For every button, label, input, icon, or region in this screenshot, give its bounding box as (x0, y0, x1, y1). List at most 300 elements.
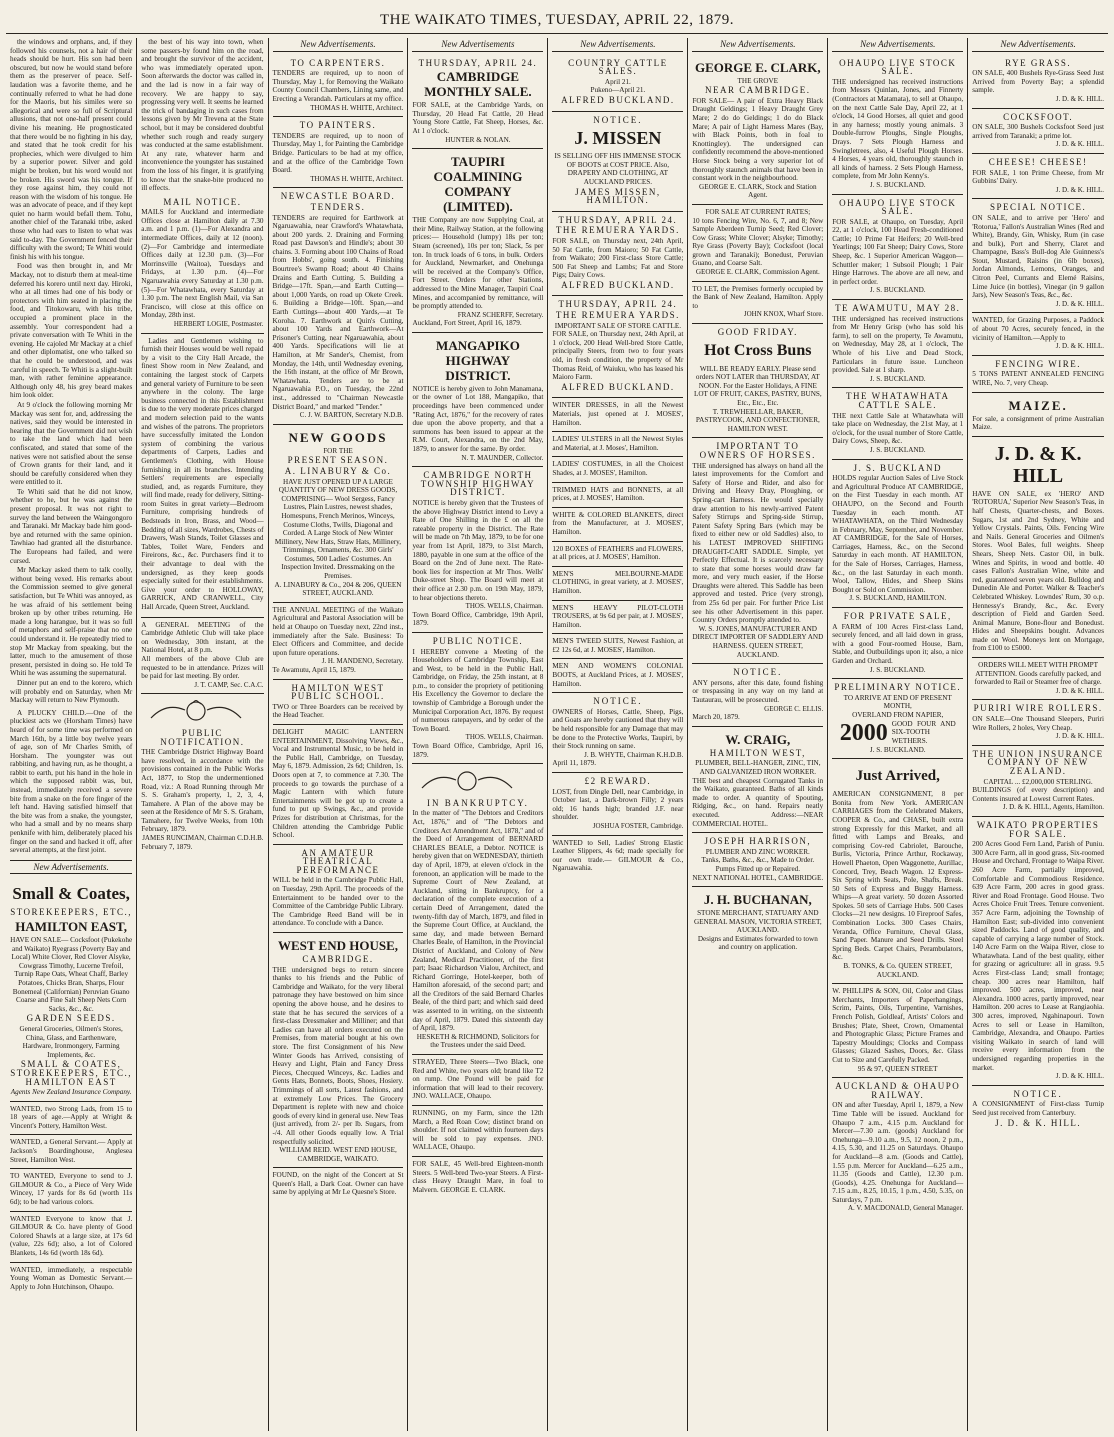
ad-title: OHAUPO LIVE STOCK SALE. (839, 57, 957, 77)
cambridge-north-ad (412, 467, 543, 633)
column-6 (688, 38, 828, 1431)
ad-signature: J. B. WHYTE, Chairman K.H.D.B. (584, 750, 684, 759)
ad-body: A CONSIGNMENT of First-class Turnip Seed just received from Canterbury. (972, 1100, 1105, 1117)
ad-title: TO CARPENTERS. (290, 57, 386, 68)
classified-ad: RUNNING, on my Farm, since the 12th March, a Red Roan Cow; distinct brand on shoulder. If not claimed within fourteen days will be sold to pay expenses. JNO. WALLACE, Ohaupo. (412, 1106, 543, 1157)
ad-body: WILL BE READY EARLY. Please send orders NOT LATER than THURSDAY, AT NOON. For the Easter Holidays, A FINE LOT OF FRUIT, CAKES, PASTRY, BUNS, Etc., Etc., Etc. (693, 364, 822, 407)
section-heading: New Advertisements. (10, 861, 132, 875)
remuera-yards-ad (552, 212, 683, 297)
ad-signature: J. D. & K. HILL. (1055, 94, 1105, 103)
ad-address: 95 & 97, QUEEN STREET (857, 1064, 938, 1073)
ad-signature: GEORGE E. CLARK, Stock and Station Agent. (699, 182, 817, 200)
story-paragraph: the best of his way into town, when some passers-by found him on the road, and brought the survivor of the accident, who was immediately operated upon. Soon afterwards the doctor was called in, and the lad is now in a fair way of recovery. We are happy to say, progressing very well. It seems he learned the trick of bandaging in such cases from lessons given by Mr Trevena at the State school, but it may be considered doubtful whether such rough and ready surgery was conducted at the same establishment. At any rate, whatever harm and inconvenience the youngster has sustained from the loss of his finger, it is gratifying to know that the snake-bite produced no ill effects. (141, 38, 264, 193)
ad-body: HAVE ON SALE— Cocksfoot (Pukekohe and Waikato) Ryegrass (Poverty Bay and Local) White Clover, Red Clover Alsyke, Cowgrass Timothy, Lucerne Trefoil, Turnip Rape Oats, Wheat Chaff, Barley Potatoes, Chicks Bran, Sharps, Flour Bonemeal (Californian) Peruvian Guano Coarse and Fine Salt Sheep Nets Corn Sacks, &c., &c. (10, 936, 133, 1013)
ad-signature: ALFRED BUCKLAND. (561, 94, 675, 105)
ad-title: TE AWAMUTU, MAY 28. (835, 303, 961, 314)
wanted-paddock-ad (972, 313, 1104, 355)
buchanan-mason-ad (692, 887, 823, 956)
section-heading: New Advertisements. (972, 38, 1104, 52)
masthead-title: THE WAIKATO TIMES, TUESDAY, APRIL 22, 1879. (379, 12, 735, 28)
puriri-rollers-ad (972, 700, 1104, 745)
theatrical-ad (273, 845, 404, 933)
notice-ad (552, 693, 683, 773)
column-3 (269, 38, 409, 1431)
ad-body: THE ANNUAL MEETING of the Waikato Agricultural and Pastoral Association will be held at Ohaupo on Tuesday next, 22nd inst., immediately after the Sale. Business: To Elect Officers and Committee, and decide upon future operations. (272, 605, 404, 657)
ad-signature: SMALL & COATES, STOREKEEPERS, ETC., HAMILTON EAST (10, 1059, 133, 1087)
ad-body: THE undersigned begs to return sincere thanks to his friends and the Public of Cambridge and Waikato, for the very liberal patronage they have bestowed on him since opening the above house, and he desires to state that he has secured the services of a first-class Dressmaker and Milliner; and that Ladies can have all orders executed on the Premises, from material bought at his own store. The first Consignment of his New Winter Goods has Arrived, consisting of Heavy and Light, Plain and Fancy Dress Pieces, Checqued Winceys, &c. Ladies and Gents Hats, Bonnets, Boots, Shoes, Hosiery. Trimmings of all sorts, Latest fashions, and at extremely Low Prices. The Grocery Department is replete with new and choice goods of every kind in general use. New Teas (just arrived), from 2/- per lb. Sugars, from -/4. All other Goods equally low. A Trial respectfully solicited. (272, 965, 404, 1146)
ad-body: All members of the above Club are requested to be in attendance. Prizes will be paid for last meeting. By order. (141, 654, 264, 681)
ad-title: MANGAPIKO HIGHWAY DISTRICT. (436, 337, 520, 383)
te-awamutu-sale-ad (832, 300, 963, 388)
ad-title: Small & Coates, (12, 884, 130, 904)
taupiri-coal-ad (412, 149, 543, 333)
ad-signature: WILLIAM REID. WEST END HOUSE, CAMBRIDGE, WAIKATO. (279, 1146, 397, 1163)
painters-ad (273, 117, 404, 188)
turnip-seed-notice-ad (972, 1086, 1104, 1133)
ad-title: J. S. BUCKLAND (853, 462, 942, 473)
ad-title: AN AMATEUR THEATRICAL PERFORMANCE (296, 847, 380, 875)
mangapiko-ad (412, 333, 543, 467)
ad-body: HOLDS regular Auction Sales of Live Stock and Agricultural Produce AT CAMBRIDGE, on the First Tuesday in each month. AT OHAUPO, on the Second and Fourth Tuesday in each month. AT WHATAWHATA, on the Third Wednesday in February, May, September, and November. AT CAMBRIDGE, for the Sale of Horses, Carriages, Harness, &c., on the Second Saturday in each month. AT HAMILTON, for the Sale of Horses, Carriages, Harness, &c., on the last Saturday in each month. Wool, Tallow, Hides, and Sheep Skins Bought or Sold on Commission. (832, 474, 964, 594)
trespass-notice-ad (692, 664, 823, 727)
ad-title: NEWCASTLE BOARD. (280, 191, 396, 202)
ad-title: PURIRI WIRE ROLLERS. (973, 703, 1103, 714)
classified-ad: FOUND, on the night of the Concert at St Queen's Hall, a Dark Coat. Owner can have same by applying at Mr Le Quesne's Store. (272, 1171, 404, 1197)
moses-ad: MEN'S HEAVY PILOT-CLOTH TROUSERS, at 9s 6d per pair, at J. MOSES', Hamilton. (552, 601, 683, 635)
ad-title: £2 REWARD. (584, 776, 652, 786)
ad-signature: J. D. & K. HILL. (1055, 185, 1105, 194)
ad-title: MAIL NOTICE. (163, 196, 242, 207)
ad-title: NEW GOODS (288, 429, 388, 445)
story-paragraph: the windows and orphans, and, if they followed his counsels, not a hair of their heads should be hurt. His son had been obscured, but now he would stand before them as the preserver of peace. Self-laudation was a favorite theme, and he continually referred to what he had done for the Maoris, but his similes were so allegorical and were so full of Scriptural allusions, that not one-half present could divine his meaning. He prognosticated that there would be no fighting in his day, and stated that he took credit for his prophecies, which were divulged to him by a superior power. Silver and gold might be broken, but his word would not be broken. His sword was his tongue. If they rose against him, they could not reason with the wisdom of his tongue. He was an advocate of peace, and if they kept quiet no harm would befall them. Tohu, another chief of the Taranaki tribe, asked those who had ears to listen to what was said to-day. The Government fenced their difficulty with the sword; Te Whiti would finish his with his tongue. (10, 38, 133, 261)
rye-grass-ad (972, 55, 1104, 109)
ad-signature: A. LINABURY & Co., 204 & 206, QUEEN STREET, AUCKLAND. (274, 580, 402, 598)
ad-date: THURSDAY, APRIL 24. (558, 299, 678, 310)
ad-title: NOTICE. (733, 667, 783, 678)
ad-body: Tanks, Baths, &c., &c., Made to Order. Pumps Fitted up or Repaired. (701, 856, 815, 873)
ad-body: IS SELLING OFF HIS IMMENSE STOCK OF BOOTS at COST PRICE. Also, DRAPERY AND CLOTHING, AT AUCKLAND PRICES. (554, 152, 682, 186)
ad-body: LOST, from Dingle Dell, near Cambridge, in October last, a Dark-brown Filly; 2 years old; 16 hands high; branded J.F. near shoulder. (552, 787, 684, 822)
ad-title: A GENERAL MEETING of the Cambridge Athletic Club will take place on Wednesday, 30th instant, at the National Hotel, at 8 p.m. (141, 620, 264, 655)
ad-body: ON SALE—One Thousand Sleepers, Puriri Wire Rollers, 2 holes, Very Cheap. (972, 715, 1105, 732)
ad-signature: B. TONKS, & Co. QUEEN STREET, AUCKLAND. (843, 962, 953, 979)
newcastle-board-ad (273, 188, 404, 424)
ad-body: MAILS for Auckland and intermediate Offices close at Hamilton daily at 7.30 a.m. and 1 p.m. (1)—For Alexandra and intermediate Offices, daily at 12 (noon). (2)—For Cambridge and intermediate Offices daily at 12.30 p.m. (3)—For Morrinsville (Waitoa), Tuesdays and Fridays, at 1.30 p.m. (4)—For Ngaruawahia every Saturday at 1.30 p.m. (5)—For Whatawhata, every Saturday at 1.30 p.m. The next English Mail, via San Francisco, will close at this office on Monday, 28th inst. (141, 208, 264, 320)
ad-trade: STONE MERCHANT, STATUARY AND GENERAL MASON, VICTORIA STREET, AUCKLAND. (693, 909, 822, 935)
ad-signature: W. S. JONES, MANUFACTURER AND DIRECT IMPORTER OF SADDLERY AND HARNESS. QUEEN STREET, AUCKLAND. (692, 624, 824, 659)
ad-signature: J. S. BUCKLAND. (869, 286, 926, 295)
ad-title: THE REMUERA YARDS. (555, 310, 680, 321)
whatawhata-sale-ad (832, 388, 963, 459)
athletic-club-ad (141, 618, 263, 695)
ad-name: J. MISSEN (574, 128, 662, 149)
moses-ad: MEN'S MELBOURNE-MADE CLOTHING, in great variety, at J. MOSES', Hamilton. (552, 567, 683, 601)
ad-firm: A. LINABURY & Co. (284, 465, 392, 476)
ad-body: WILL be held in the Cambridge Public Hall, on Tuesday, 29th April. The proceeds of the Entertainment to be handed over to the Committee of the Cambridge Public Library. The Cambridge Reed Band will be in attendance. To conclude with a Dance. (272, 876, 404, 928)
columns (6, 38, 1108, 1431)
column-8 (968, 38, 1108, 1431)
ad-date: Auckland, Fort Street, April 16, 1879. (412, 319, 522, 328)
royal-arms-emblem-icon (141, 700, 251, 722)
ad-date: February 7, 1879. (141, 842, 193, 851)
section-heading: New Advertisements (412, 38, 543, 52)
ad-body: I HEREBY convene a Meeting of the Householders of Cambridge Township, East and West, to be held in the Public Hall, Cambridge, on Friday, the 25th instant, at 8 p.m., to consider the propriety of petitioning His Excellency the Governor to declare the township of Cambridge a Borough under the Municipal Corporation Act, 1876. By request of numerous ratepayers, and by order of the Town Board. (412, 647, 544, 733)
plucky-child-item (10, 706, 132, 861)
craig-plumber-ad (692, 727, 823, 833)
ad-body: WANTED, for Grazing Purposes, a Paddock of about 70 Acres, securely fenced, in the vicinity of Hamilton.—Apply to (972, 316, 1105, 342)
horse-owners-ad (692, 438, 823, 664)
ad-signature: J. D. & K. HILL. (1055, 342, 1105, 351)
ad-body: ORDERS WILL MEET WITH PROMPT ATTENTION. Goods carefully packed, and forwarded to Rail or Steamer free of charge. (974, 661, 1102, 687)
ad-signature: JAMES MISSEN, HAMILTON. (575, 186, 661, 206)
orders-ad (972, 658, 1104, 700)
ad-signature: J. S. BUCKLAND, HAMILTON. (849, 594, 947, 603)
harrison-plumber-ad (692, 833, 823, 887)
ad-date: Te Awamutu, April 15, 1879. (272, 666, 356, 674)
bankruptcy-ad (412, 764, 543, 1055)
ad-body: OWNERS of Horses, Cattle, Sheep, Pigs, and Goats are hereby cautioned that they will be held responsible for any Damage that may be done to the Protective Works, Taupiri, by their Stock running on same. (552, 707, 684, 751)
section-heading: New Advertisements. (832, 38, 963, 52)
public-notice-ad (412, 633, 543, 764)
ad-body: OVERLAND FROM NAPIER, (852, 710, 944, 719)
ad-trade: PLUMBER, BELL-HANGER, ZINC, TIN, AND GALVANIZED IRON WORKER. (695, 759, 821, 776)
ad-signature: J. S. BUCKLAND. (869, 374, 926, 383)
column-1 (6, 38, 137, 1431)
ad-body: 200 Acres Good Fern Land, Parish of Puniu. 300 Acre Farm, all in good grass, Six-roomed House and Orchard, Frontage to Waipa River. 260 Acre Farm, partially improved, Comfortable and Commodious Residence. 639 Acre Farm, 200 acres in good grass. River and Road Frontage. Good House. Two Acres Choice Fruit Trees. Tenure convenient. 357 Acre Farm, adjoining the Township of Hamilton East; sub-divided into convenient sized Paddocks. Land of good quality, and capable of carrying a large number of Stock. 140 Acre Farm on the Waipa River, close to Whatawhata. Land of the best quality, either for grazing or agriculture: all in grass. 9.5 Acres First-class Land; small frontage; cheap. 300 acres near Hamilton, half improved. 500 acres, improved, near Alexandra. 1000 acres, partly improved, near Hamilton. 200 acres to Lease at Rangiaohia. 300 acres, improved, Ngahinapouri. Town Acres to sell or Lease in Hamilton, Cambridge, Alexandra, and Ohaupo. Parties visiting Waikato in search of land will receive every information from the undersigned regarding properties in the market. (972, 840, 1105, 1072)
ad-signature: J. D. & K. HILL. (1055, 299, 1105, 308)
ad-body: W. PHILLIPS & SON, Oil, Color and Glass Merchants, Importers of Paperhangings, Scrim, Paints, Oils, Turpentine, Varnishes, French Polish, Goldleaf, Artists' Colors and Brushes; Plate, Sheet, Crown, Ornamental and Photographic Glass; Picture Frames and Tapestry Mouldings; Clocks and Compass Glasses; Glazed Sashes, Doors, &c. Glass Cut to Size and Carefully Packed. (832, 987, 964, 1064)
ad-body: FOR SALE, 1 ton Prime Cheese, from Mr Gubbins' Dairy. (972, 168, 1105, 186)
ad-title: NOTICE. (593, 114, 643, 125)
ad-body: ANY persons, after this date, found fishing or trespassing in any way on my land at Tautaurau, will be prosecuted. (692, 678, 824, 704)
ad-title: CHEESE! CHEESE! (988, 156, 1088, 167)
ad-title: FOR PRIVATE SALE, (843, 611, 952, 622)
ad-signature: GEORGE E. CLARK, Commission Agent. (695, 268, 820, 277)
ad-name: J. H. BUCHANAN, (703, 892, 812, 908)
ad-body: THE next Cattle Sale at Whatawhata will take place on Wednesday, the 21st May, at 1 o'clock, for the usual number of Store Cattle, Dairy Cows, Sheep, &c. (832, 411, 964, 446)
ad-signature: J. D. & K. HILL. (1055, 1072, 1105, 1081)
ad-date: Town Board Office, Cambridge, April 16, 1879. (412, 742, 544, 759)
ad-title: IMPORTANT TO OWNERS OF HORSES. (699, 441, 816, 460)
ad-body: NOTICE is hereby given to John Manamana, or the owner of Lot 188, Mangapiko, that proceedings have been commenced under "Rating Act, 1876," for the recovery of rates due upon the above property, and that a summons has been issued to appear at the R.M. Court, Alexandra, on the 2nd May, 1879, to answer for the same. By order. (412, 384, 544, 454)
moses-ad: MEN'S TWEED SUITS, Newest Fashion, at £2 12s 6d, at J. MOSES', Hamilton. (552, 634, 683, 659)
ad-title: RYE GRASS. (1005, 57, 1072, 68)
buckland-sales-ad (832, 460, 963, 609)
ad-subtitle: FOR THE (323, 446, 353, 455)
ad-signature: J. D. & K. HILL. (995, 1117, 1082, 1128)
ad-place: THE GROVE (737, 76, 779, 85)
ad-title: THE REMUERA YARDS. (555, 225, 680, 236)
school-ad (273, 680, 404, 725)
ad-place: HAMILTON WEST, (709, 747, 806, 758)
cheese-ad (972, 154, 1104, 199)
classified-ad: FOR SALE, 45 Well-bred Eighteen-month Steers. 5 Well-bred Two-year Steers. A First-class Heavy Draught Mare, in foal to Malvern. GEORGE E. CLARK. (412, 1159, 544, 1194)
ad-body: BUILDINGS (of every description) and Contents insured at Lowest Current Rates. (972, 786, 1105, 803)
special-notice-ad (972, 199, 1104, 313)
private-sale-ad (832, 608, 963, 679)
ad-signature: J. S. BUCKLAND. (869, 180, 926, 189)
linabury-ad (273, 425, 404, 603)
ad-body: In the matter of "The Debtors and Creditors Act, 1876," and of "The Debtors and Creditors Act Amendment Act, 1878," and of the Deed of Arrangement of BERNARD CHARLES BEALE, a Debtor. NOTICE is hereby given that on WEDNESDAY, thirtieth day of April, 1879, at eleven o'clock in the forenoon, an application will be made to the Supreme Court of New Zealand, at Auckland, sitting in Bankruptcy, for a declaration of the complete execution of a certain Deed of Arrangement, dated the twenty-fifth day of March, 1879, and filed in the Supreme Court Office, at Auckland, the same day, and made between Bernard Charles Beale, of Hamilton, in the Provincial District of Auckland, and Colony of New Zealand, Medical Practitioner, of the first part; Isaac Richardson Vialou, Architect, and Richard Gorringe, Hotel-keeper, both of Hamilton aforesaid, of the second part; and all the Creditors of the said Bernard Charles Beale, of the third part; and which said deed was assented to in writing, on the sixteenth day of April, 1879. Dated this sixteenth day of April, 1879. (412, 809, 544, 1033)
ad-body: ON SALE, 300 Bushels Cocksfoot Seed just arrived from Taranaki; a prime lot. (972, 123, 1105, 140)
section-heading: New Advertisements. (273, 38, 404, 52)
ad-signature: HESKETH & RICHMOND, Solicitors for the Trustees under the said Deed. (416, 1032, 540, 1050)
ad-signature: THOS. WELLS, Chairman. (465, 602, 544, 611)
classified-ad: TO WANTED, Everyone to send to J. GILMOUR & Co., a Piece of Very Wide Wincey, 17 yards for 8s 6d (worth 11s 6d); to be had various colors. (10, 1169, 132, 1211)
ad-body: For sale, a consignment of prime Australian Maize. (972, 414, 1105, 432)
ad-body: FOR SALE— A pair of Extra Heavy Black Draught Geldings; 1 Heavy Draught Grey Mare; 2 do do Geldings; 1 do do Black Mare; A pair of Light Harness Mares (Bay, with Black Points, both in foal to Knottingley). The undersigned can confidently recommend the above-mentioned Horse Stock being a very superior lot of thoroughly staunch animals that have been in constant work in the neighbourhood. (692, 96, 824, 183)
ad-title: FOR SALE AT CURRENT RATES; (705, 207, 811, 216)
clark-horses-ad (692, 55, 823, 205)
maize-ad (972, 393, 1104, 437)
story-paragraph: A PLUCKY CHILD.—One of the pluckiest acts we (Horsham Times) have heard of for some time was performed on March 16th, by a little boy twelve years of age, son of Mr Charles Smith, of Horsham. The youngster was out rabbiting, and having run, as he thought, a rabbit to earth, put his hand in the hole in which the supposed rabbit was, but, instead, immediately received a severe bite from a snake on the fore finger of the left hand. Having satisfied himself that the bite was from a snake, the youngster, who had a small and by no means sharp penknife with him, deliberately placed his finger on the sand and hacked it off, after several attempts, at the first joint. (10, 708, 133, 855)
classified-ad: WANTED, two Strong Lads, from 15 to 18 years of age.—Apply at Wright & Vincent's Pottery, Hamilton West. (10, 1102, 132, 1136)
remuera-store-cattle-ad (552, 296, 683, 398)
column-4 (408, 38, 548, 1431)
ad-body: DELIGHT MAGIC LANTERN ENTERTAINMENT, Dissolving Views, &c., Vocal and Instrumental Music, to be held in the Public Hall, Cambridge, on Tuesday, May 6, 1879. Admission, 2s 6d; Children, 1s. Doors open at 7, to commence at 7.30. The proceeds to go towards the purchase of a Magic Lantern with which future Entertainments will be got up to create a fund to put up Swings, &c., and provide Prizes for distribution at Christmas, for the Children attending the Cambridge Public School. (272, 727, 404, 840)
ad-title: OHAUPO LIVE STOCK SALE. (839, 197, 957, 217)
royal-arms-emblem-icon (412, 770, 522, 792)
ad-signature: J. D. & K. HILL, Agents, Hamilton. (1002, 803, 1105, 812)
ad-subtitle: CAMBRIDGE. (302, 954, 374, 965)
news-story (141, 38, 263, 193)
union-insurance-ad (972, 746, 1104, 817)
ad-body: THE undersigned has always on hand all the latest improvements for the Comfort and Safety of Horse and Rider, and also for Driving and Heavy Dray, Ploughing, or Spring-cart Harness. He would specially draw attention to his newly-arrived Patent Safety Stirrups and Spring-side Stirrup, Patent Safety Spring Bars (which may be fixed to either new or old Saddles) also, to his LATEST IMPROVED SHIFTING DRAUGHT-CART SADDLE. Simple, yet Perfectly Effectual. It is scarcely necessary to state that some horses would draw far more, and very much easier, if the Horse Draughts were altered. This Saddle has been approved and tested. Price (very strong), from 25s 6d per pair. For further Price List see his other Advertisement in this paper. Country Orders promptly attended to. (692, 461, 824, 625)
ad-signature: HERBERT LOGIE, Postmaster. (173, 320, 264, 328)
ad-subtitle: CAPITAL ... £2,000,000 STERLING. (983, 777, 1093, 786)
ad-title: IN BANKRUPTCY. (427, 797, 529, 808)
ad-signature: HUNTER & NOLAN. (445, 135, 511, 144)
ad-title: THE WHATAWHATA CATTLE SALE. (846, 391, 950, 410)
carpenters-ad (273, 55, 404, 118)
moses-ad: LADIES' COSTUMES, in all the Choicest Shades, at J. MOSES', Hamilton. (552, 457, 683, 482)
mail-notice (141, 194, 263, 334)
ad-body: TWO or Three Boarders can be received by the Head Teacher. (272, 702, 404, 720)
ad-signature: J. T. CAMP, Sec. C.A.C. (194, 680, 264, 689)
section-heading: New Advertisements. (692, 38, 823, 52)
phillips-ad (832, 984, 963, 1078)
ad-title: GOOD FRIDAY. (717, 327, 798, 338)
column-2 (137, 38, 268, 1431)
ad-title: MAIZE. (1008, 397, 1068, 413)
ad-signature: J. D. & K. HILL. (1055, 686, 1105, 695)
ad-signature: THOMAS H. WHITE, Architect. (310, 103, 404, 112)
hill-main-ad (972, 437, 1104, 658)
public-notification-ad (141, 694, 263, 855)
annual-meeting-ad (273, 603, 404, 680)
ad-subtitle: STOREKEEPERS, ETC., (10, 907, 133, 918)
cambridge-sale-ad (412, 55, 543, 150)
ad-title: COUNTRY CATTLE SALES. (568, 57, 668, 77)
ad-line: Pukeno—April 21. (590, 86, 646, 95)
missen-ad (552, 112, 683, 212)
ad-subtitle: TENDERS. (310, 201, 366, 212)
ad-body: HAVE ON SALE, ex 'HERO' AND 'ROTORUA,' Superior New Season's Teas, in half Chests, Quarter-chests, and Boxes. Sugars, 1st and 2nd Sydney, White and Yellow Crystals. Paints, Oils. Fencing Wire and Nails. General Groceries and Oilmen's Stores. Wool Bales, full weights. Sheep Shears, Sheep Nets. Castor Oil, in bulk. Wines and Spirits, in wood and bottle. 40 cases Fallon's Australian Wine, white and red, guaranteed seven years old. Bulldog and Dunedin Ale and Porter. Walker & Teacher's Celebrated Whiskey. Lowndes' Rum, 30 o.p. Hennessy's Brandy, &c., &c. Every description of Field and Garden Seed. Animal Manure, Bone-flour and Bonedust. Hides and Sheepskins bought. Advances made on Wool. Moneys lent on Mortgage, from £100 to £5000. (972, 489, 1105, 653)
ad-body: FOR SALE, on Thursday next, 24th April, at 1 o'clock, 200 Head Well-bred Store Cattle, principally Steers, from two to four years old, in fresh condition, the property of Mr Thomas Reid, of Waiuku, who has leased his Maioro Farm. (552, 330, 684, 382)
moses-ad: MEN AND WOMEN'S COLONIAL BOOTS, at Auckland Prices, at J. MOSES', Hamilton. (552, 659, 683, 693)
ad-title: PUBLIC NOTICE. (432, 635, 524, 646)
ad-body: FOR SALE, at the Cambridge Yards, on Thursday, 20 Head Fat Cattle, 20 Head Young Store Cattle, Fat Sheep, Horses, &c. At 1 o'clock. (412, 101, 544, 135)
ad-headline: Hot Cross Buns (704, 341, 812, 359)
classified-ad: WANTED, a General Servant.— Apply at Jackson's Boardinghouse, Anglesea Street, Hamilton West. (10, 1135, 132, 1169)
ad-title: THE UNION INSURANCE COMPANY OF NEW ZEALAND. (972, 748, 1104, 776)
ad-date: April 11, 1879. (552, 759, 597, 768)
ad-signature: FRANZ SCHERFF, Secretary. (457, 310, 544, 319)
section-heading: New Advertisements. (552, 38, 683, 52)
ad-title: WEST END HOUSE, (277, 938, 399, 954)
column-7 (828, 38, 968, 1431)
news-story (10, 38, 132, 705)
moses-ad: WHITE & COLORED BLANKETS, direct from the Manufacturer, at J. MOSES', Hamilton. (552, 508, 683, 542)
classified-ad: STRAYED, Three Steers—Two Black, one Red and White, two years old; brand like T2 on rump. One Pound will be paid for information that will lead to their recovery. JNO. WALLACE, Ohaupo. (412, 1055, 543, 1106)
classified-ad: WANTED, immediately, a respectable Young Woman as Domestic Servant.—Apply to John Hutchinson, Ohaupo. (10, 1265, 133, 1291)
ad-subtitle: PRESENT SEASON. (287, 455, 389, 466)
just-arrived-ad (832, 759, 963, 984)
ad-signature: J. S. BUCKLAND. (869, 665, 926, 674)
ad-title: PRELIMINARY NOTICE. (834, 682, 962, 693)
ad-body: 5 TONS PATENT ANNEALED FENCING WIRE, No. 7, very Cheap. (972, 370, 1105, 387)
ad-body: THE best and cheapest Corrugated Tanks in the Waikato, guaranteed. Baths of all kinds made to order. A quantity of Spouting, Ridging, &c., on hand. Repairs neatly executed. Address:—NEAR COMMERCIAL HOTEL. (692, 776, 824, 828)
classified-ad: WANTED Everyone to know that J. GILMOUR & Co. have plenty of Good Colored Shawls at a large size, at 17s 6d (value, 22s 6d); also, a lot of Colored Blankets, 14s 6d (worth 18s 6d). (10, 1212, 132, 1263)
ad-body: TENDERS are required, up to noon of Thursday, May 1, for Removing the Waikato County Council Chambers, Lining same, and Erecting a Verandah. Particulars at my office. (272, 69, 404, 103)
ad-signature: THOMAS H. WHITE, Architect. (310, 174, 404, 183)
ad-date: Town Board Office, Cambridge, 19th April, 1879. (412, 610, 544, 628)
moses-ad: WINTER DRESSES, in all the Newest Materials, just opened at J. MOSES', Hamilton. (552, 398, 683, 432)
story-paragraph: Ladies and Gentlemen wishing to furnish their Houses would be well repaid by a visit to the City Hall Arcade, the finest Show room in New Zealand, and containing the largest stock of Carpets and general variety of Furniture to be seen anywhere in the colony. The large business connected in this Establishment is due to the very moderate prices charged and modern selection paid to the wants and wishes of the patrons. The proprietors have successfully imitated the London system of combining the various departments of Carpets, Ladies and Gentlemen's Clothing, with House furnishing in all its branches. Intending Settlers' requirements are especially studied, and, as regards Furniture, they will find made, ready for delivery, Sitting-room Suites in great variety—Bedroom Furniture, comprising hundreds of Bedsteads in Iron, Brass, and Wood—Bedding of all sizes, Wardrobes, Chests of Drawers, Wash Stands, Toilet Glasses and Tables, Toilet Ware, Fenders and Fireirons, &c., &c. Purchasers find it to their advantage to deal with the undersigned, as they keep goods especially suited for their establishments. Give your order to HOLLOWAY, GARRICK, AND CRANWELL, City Hall Arcade, Queen Street, Auckland. (141, 336, 264, 611)
ad-signature: J. S. BUCKLAND. (869, 745, 926, 754)
ad-signature: J. S. BUCKLAND. (869, 445, 926, 454)
ad-signature: THOS. WELLS, Chairman. (465, 733, 544, 742)
ad-headline: J. D. & K. HILL (994, 442, 1082, 487)
ad-signature: JAMES RUNCIMAN, Chairman C.D.H.B. (142, 834, 264, 843)
ad-title: SPECIAL NOTICE. (990, 202, 1087, 213)
ad-title: NOTICE. (593, 696, 643, 707)
ad-body: TENDERS are required, up to noon of Thursday, May 1, for Painting the Cambridge Bridge. Particulars to be had at my office, and at the office of the Cambridge Town Board. (272, 131, 404, 175)
ad-place: HAMILTON EAST, (15, 919, 127, 934)
top-rule (6, 33, 1108, 34)
ad-subtitle: TO ARRIVE AT END OF PRESENT MONTH, (843, 693, 952, 711)
ad-signature: N. T. MAUNDER, Collector. (461, 453, 544, 462)
ad-body: THE Cambridge District Highway Board have resolved, in accordance with the provisions contained in the Public Works Act, 1877, to Stop the undermentioned Road, viz.: A Road Running through Mr S. S. Graham's property, 1, 2, 3, 4, Tamahere. A Plan of the above may be seen at the Residence of Mr S. S. Graham, Tamahere, for Twelve Weeks, from 10th February, 1879. (141, 748, 264, 834)
ad-title: NOTICE. (1013, 1088, 1063, 1099)
moses-ad: TRIMMED HATS and BONNETS, at all prices, at J. MOSES', Hamilton. (552, 483, 683, 508)
ad-body: THE Company are now Supplying Coal, at their Mine, Railway Station, at the following prices:— Household (lumpy) 18s per ton; Steam (screened), 10s per ton; Slack, 5s per ton. In truck loads of 6 tons, in bulk. Orders for Auckland, Newmarket, and Onehunga will be received at the Company's Office, Fort Street. Orders for other Stations, addressed to the Mine Manager, Taupiri Coal Mines, and accompanied by remittance, will be promptly attended to. (412, 216, 544, 311)
ad-body: THE undersigned has received instructions from Messrs Quinlan, Jones, and Finnerty (Contractors at Matamata), to sell at Ohaupo, on the next Cattle Sale Day, April 22, at 1 o'clock, 14 Good Horses, all quiet and good in any harness; mostly young animals. 3 Double-furrow Ploughs, Single Ploughs, Drays. 7 Sets Plough Harness and Swingletrees, also, 4 Useful Plough Horses. 4 Horses, 4 years old, thoroughly staunch in all kinds of harness. 2 Sets Plough Harness, complete, from Mr John Kenny's. (832, 77, 964, 181)
ad-signature: J. H. MANDENO, Secretary. (321, 657, 404, 666)
ad-signature: C. J. W. BARTON, Secretary N.D.B. (299, 411, 404, 420)
cocksfoot-ad (972, 109, 1104, 154)
country-sales-ad (552, 55, 683, 112)
ad-subhead: GARDEN SEEDS. (26, 1013, 116, 1024)
ad-body: GOOD FOUR AND SIX-TOOTH WETHERS. (891, 719, 956, 745)
ohaupo-sale-ad (832, 195, 963, 301)
ad-signature: A. V. MACDONALD, General Manager. (847, 1204, 964, 1213)
ad-body: AMERICAN CONSIGNMENT, 8 per Bonita from New York. AMERICAN CARRIAGES from the Celebrated Makers, COOPER & Co., and CHASE, built extra strong Expressly for this Market, and all fitted with Lamps and Breaks, and comprising Cov-red Cabriolet, Barouche, Burlis, Victoria, Prince Arthur, Rockaway, Howell Phaeton, Open Waggonette, Aurillac, Concord, Trey, Beach Wagon. 12 Express-Six Spring with Seats, Pole, Shafts, Break. 50 Sets of Express and Buggy Harness. Whips—A great variety. 50 dozen Assorted Spokes. 50 sets of Carriage Hubs. 500 Cases Clocks—21 new designs. 10 Fireproof Safes, Combination Locks. 300 Cases Chairs, Veranda, Office Furniture, Cheval Glass, Sand Paper. Manure and Seed Drills. Steel Spring Beds. Carpet Chairs, Perambulators, &c. (832, 790, 964, 962)
ad-title: Just Arrived, (855, 768, 940, 785)
ad-subtitle: IMPORTANT SALE OF STORE CATTLE. (554, 321, 682, 330)
ad-body: HAVE JUST OPENED UP A LARGE QUANTITY OF NEW DRESS GOODS, COMPRISING— Wool Sergess, Fancy Lustres, Plain Lustres, newest shades, Homespuns, French Merinos, Winceys, Costume Cloths, Twills, Diagonal and Corded. A Large Stock of New Winter Millinery, New Hats, Straw Hats, Millinery, Trimmings, Ornaments, &c. 300 Girls' Costumes, 500 Ladies' Costumes. An Inspection Invited. Dressmaking on the Premises. (274, 477, 402, 581)
ad-signature: JOSHUA FOSTER, Cambridge. (592, 821, 684, 830)
west-end-house-ad (273, 933, 404, 1168)
magic-lantern-ad (273, 725, 404, 845)
ad-trade: PLUMBER AND ZINC WORKER. (705, 847, 810, 856)
ad-body: FOR SALE, on Thursday next, 24th April, 50 Fat Cattle, from Maioro; 50 Fat Cattle, from Waikato; 200 First-class Store Cattle; 500 Fat Sheep and Lambs; Fat and Store Pigs; Dairy Cows. (552, 236, 684, 280)
ad-title: AUCKLAND & OHAUPO RAILWAY. (835, 1081, 961, 1100)
ad-title: HAMILTON WEST PUBLIC SCHOOL. (291, 682, 385, 702)
ad-name: W. CRAIG, (725, 731, 791, 747)
hot-cross-buns-ad (692, 324, 823, 438)
ad-title: TO PAINTERS. (299, 120, 377, 131)
story-paragraph: Food was then brought in, and Mr Mackay, not to disturb them at meal-time deferred his korero until next day. Hiroki, who at all times had one of his body or protectors with him seated in placing the food, and Titokowaru, with his tribe, occupied a prominent place in the assembly. Your correspondent had a private conversation with Te Whiti in the evening. He cajoled Mr Mackay at a chief and other diplomatist, one who talked so that he could be understood, and was careful in speech. Te Whiti is a slight-built man, with rather feminine appearance. Although only 48, his grey beard makes him look older. (10, 262, 133, 400)
waikato-properties-ad (972, 817, 1104, 1086)
ad-body: THE undersigned has received instructions from Mr Henry Grisp (who has sold his farm), to sell on the property, Te Awamutu, on Wednesday, May 28, at 1 o'clock, The Whole of his Live and Dead Stock, Particulars in future issue. Luncheon provided. Sale at 1 sharp. (832, 314, 964, 375)
ad-body: TENDERS are required for Earthwork at Ngaruawahia, near Crawford's Whatawhata, about 200 yards. 2. Draining and Forming Road past Dawson's and Hindle's; about 30 chains. 3. Forming about 100 Chains of Road from Hobbs', going south. 4. Finishing Bourtree's Swamp Road; about 40 Chains Drains and Earth Cutting. 5. Building a Bridge—17ft. Span,—and Earth Cutting—about 1,000 Yards, on road up Okete Creek. 6. Building a Bridge—10ft. Span,—and Earth Cuttings—about 400 Yards,—at Te Koroha. 7. Earthwork at Quin's Cutting, about 100 Yards and Earthwork—At Prisoner's Cutting, near Ngaruawahia, about 400 Yards. Specifications will lie at Hamilton, at Mr Sander's, Chemist, from Monday, the 14th, until Wednesday evening, the 16th instant, at the office of Mr Brown, Whatawhata. Tenders are to be at Ngaruawahia P.O., on Tuesday, the 22nd inst., addressed to "Chairman Newcastle District Board," and marked "Tender." (272, 213, 404, 411)
ad-date: THURSDAY, APRIL 24. (418, 57, 538, 68)
ad-body: FOR SALE, at Ohaupo, on Tuesday, April 22, at 1 o'clock, 100 Head Fresh-conditioned Cattle; 10 Prime Fat Heifers; 20 Well-bred Yearlings; 100 Fat Sheep; Dairy Cows, Store Sheep, &c. 1 Superior American Waggon—Schuttler maker; 1 Subsoil Plough; 1 Pair Hinge Harrows. The above are all new, and in perfect order. (832, 217, 964, 286)
ad-title: PUBLIC NOTIFICATION. (160, 727, 245, 747)
ad-body: 10 tons Fencing Wire, No. 6, 7, and 8; New Sample Aberdeen Turnip Seed; Red Clover; Cow Grass; White Clover; Alsyke; Timothy; Rye Grass (Poverty Bay); Cocksfoot (local grown and Taranaki); Bonedust, Peruvian Guano, and Coarse Salt. (692, 216, 824, 268)
current-rates-ad (692, 205, 823, 282)
classified-ad: WANTED to Sell, Ladies' Strong Elastic Leather Slippers, 4s 6d; made specially for our own trade.— GILMOUR & Co., Ngaruawahia. (552, 838, 684, 873)
ad-title: COCKSFOOT. (1003, 111, 1074, 122)
ad-line: April 21. (604, 77, 631, 86)
ad-body: General Groceries, Oilmen's Stores, China, Glass, and Earthenware, Hardware, Ironmongery, Farming Implements, &c. (19, 1024, 123, 1059)
ad-body: ON and after Tuesday, April 1, 1879, a New Time Table will be issued. Auckland for Ohaupo 7 a.m., 4.15 p.m. Auckland for Mercer—7.30 a.m. (goods) Auckland for Onehunga—9.10 a.m., 9.5, 12 noon, 2 p.m., 4.15, 5.30, and 11.25 on Saturdays. Ohaupo for Auckland—8 a.m. (Goods and Cattle), 1.55 p.m. Mercer for Auckland—6.25 a.m., 11.35 (Goods and Cattle), 12.30 p.m. (Goods), 4.25. Onehunga for Auckland—7.15 a.m., 8.25, 10.15, 1 p.m., 4.50, 5.35, on Saturdays, 7 p.m. (832, 1101, 964, 1204)
ad-title: CAMBRIDGE NORTH TOWNSHIP HIGHWAY DISTRICT. (420, 470, 536, 498)
ad-title: WAIKATO PROPERTIES FOR SALE. (976, 819, 1100, 839)
ad-date: THURSDAY, APRIL 24. (558, 214, 678, 225)
ad-note: Agents New Zealand Insurance Company. (10, 1088, 132, 1097)
ad-number: 2000 (839, 719, 888, 746)
ad-body: Designs and Estimates forwarded to town and country on application. (697, 934, 818, 952)
ad-signature: GEORGE C. ELLIS. (764, 704, 824, 713)
preliminary-notice-ad (832, 679, 963, 759)
column-5 (548, 38, 688, 1431)
railway-ad (832, 1078, 963, 1217)
story-paragraph: Te Whiti said that he did not know, whether to he, but he was against the present proposal. It was not right to survey the land between the Waingongoro and Taranaki. Mr Mackay bade him good-bye and returned with the same opinion. Tawhiao had granted all the disturbance. The Europeans had failed, and were cursed. (10, 487, 133, 565)
ad-signature: JOHN KNOX, Wharf Store. (743, 310, 824, 319)
ad-signature: ALFRED BUCKLAND. (561, 381, 675, 392)
ad-signature: T. TREWHEELLAR, BAKER, PASTRYCOOK, AND CONFECTIONER, HAMILTON WEST. (695, 407, 820, 433)
ad-name: GEORGE E. CLARK, (694, 59, 821, 75)
ad-body: TO LET, the Premises formerly occupied by the Bank of New Zealand, Hamilton. Apply to (692, 284, 824, 310)
furnishing-item (141, 334, 263, 618)
reward-ad (552, 773, 683, 836)
fencing-wire-ad (972, 356, 1104, 393)
ad-signature: ALFRED BUCKLAND. (561, 279, 675, 290)
moses-ad: LADIES' ULSTERS in all the Newest Styles and Material, at J. Moses', Hamilton. (552, 432, 683, 457)
ad-body: ON SALE, and to arrive per 'Hero' and 'Rotorua,' Fallon's Australian Wines (Red and White), Brandy, Gin, Whisky, Rum (in case and bulk), Port and Sherry, Claret and Champagne, Bass's Bull-dog Ale Guinness's Stout, Mustard, Raisins (in 6lb boxes), Jordan Almonds, Lemons, Oranges, and Citron Peel, Currants and Elemé Raisins, Lime Juice (in bottles), Vinegar (in 9 gallon Jars), New Season's Teas, &c., &c. (972, 213, 1105, 300)
ad-address: NEXT NATIONAL HOTEL, CAMBRIDGE. (692, 873, 824, 882)
ad-name: JOSEPH HARRISON, (704, 836, 812, 847)
small-coates-ad (10, 877, 132, 1101)
ad-place: NEAR CAMBRIDGE. (705, 85, 811, 96)
ad-body: NOTICE is hereby given that the Trustees of the above Highway District intend to Levy a Rate of One Shilling in the £ on all the rateable property in the District. The Rate will be made on 7th May, 1879, to be for one year from 1st April, 1879, to 31st March, 1880, payable in one sum at the office of the Board on the 2nd of June next. The Rate-book lies for inspection at Mr Thos. Wells' Duke-street Shop. The Board will meet at their office at 2.30 p.m. on 19th May, 1879, to hear objections thereto. (412, 499, 544, 602)
ad-signature: J. D. & K. HILL. (1055, 732, 1105, 741)
story-paragraph: Dinner put an end to the korero, which will probably end on Saturday, when Mr Mackay will return to New Plymouth. (10, 678, 133, 705)
to-let-ad (692, 282, 823, 324)
ad-signature: J. D. & K. HILL. (1055, 140, 1105, 149)
story-paragraph: Mr Mackay asked them to talk coolly, without being vexed. His remarks about the Commission seemed to give general satisfaction, but Te Whiti was annoyed, as he was afraid of his settlement being broken up by other tribes returning. He made a long harangue, but it was so full of metaphors and self-praise that no one could understand it. He repeatedly tried to stop Mr Mackay from speaking, but the latter, much to the amusement of those present, persisted in doing so. He told Te Whiti he was assuming the supernatural. (10, 566, 133, 678)
masthead (0, 0, 1114, 34)
ad-body: A FARM of 100 Acres First-class Land, securely fenced, and all laid down in grass, with a good Four-roomed House, Barn, Stable, and Outbuildings upon it; also, a nice Garden and Orchard. (832, 622, 964, 665)
ad-title: TAUPIRI COALMINING COMPANY (LIMITED). (433, 154, 523, 215)
ad-date: March 20, 1879. (692, 713, 740, 722)
story-paragraph: At 9 o'clock the following morning Mr Mackay was sent for, and, addressing the natives, said they would be interested in hearing that the Government did not wish to take the land which had been confiscated, and stated that some of the natives were not satisfied about the sense of Crown grants for their land, and it should be carefully considered when they were entitled to it. (10, 400, 133, 487)
wethers-row (832, 720, 963, 746)
ad-title: FENCING WIRE. (995, 358, 1082, 369)
ad-body: ON SALE, 400 Bushels Rye-Grass Seed Just Arrived from Poverty Bay; a splendid sample. (972, 69, 1105, 95)
